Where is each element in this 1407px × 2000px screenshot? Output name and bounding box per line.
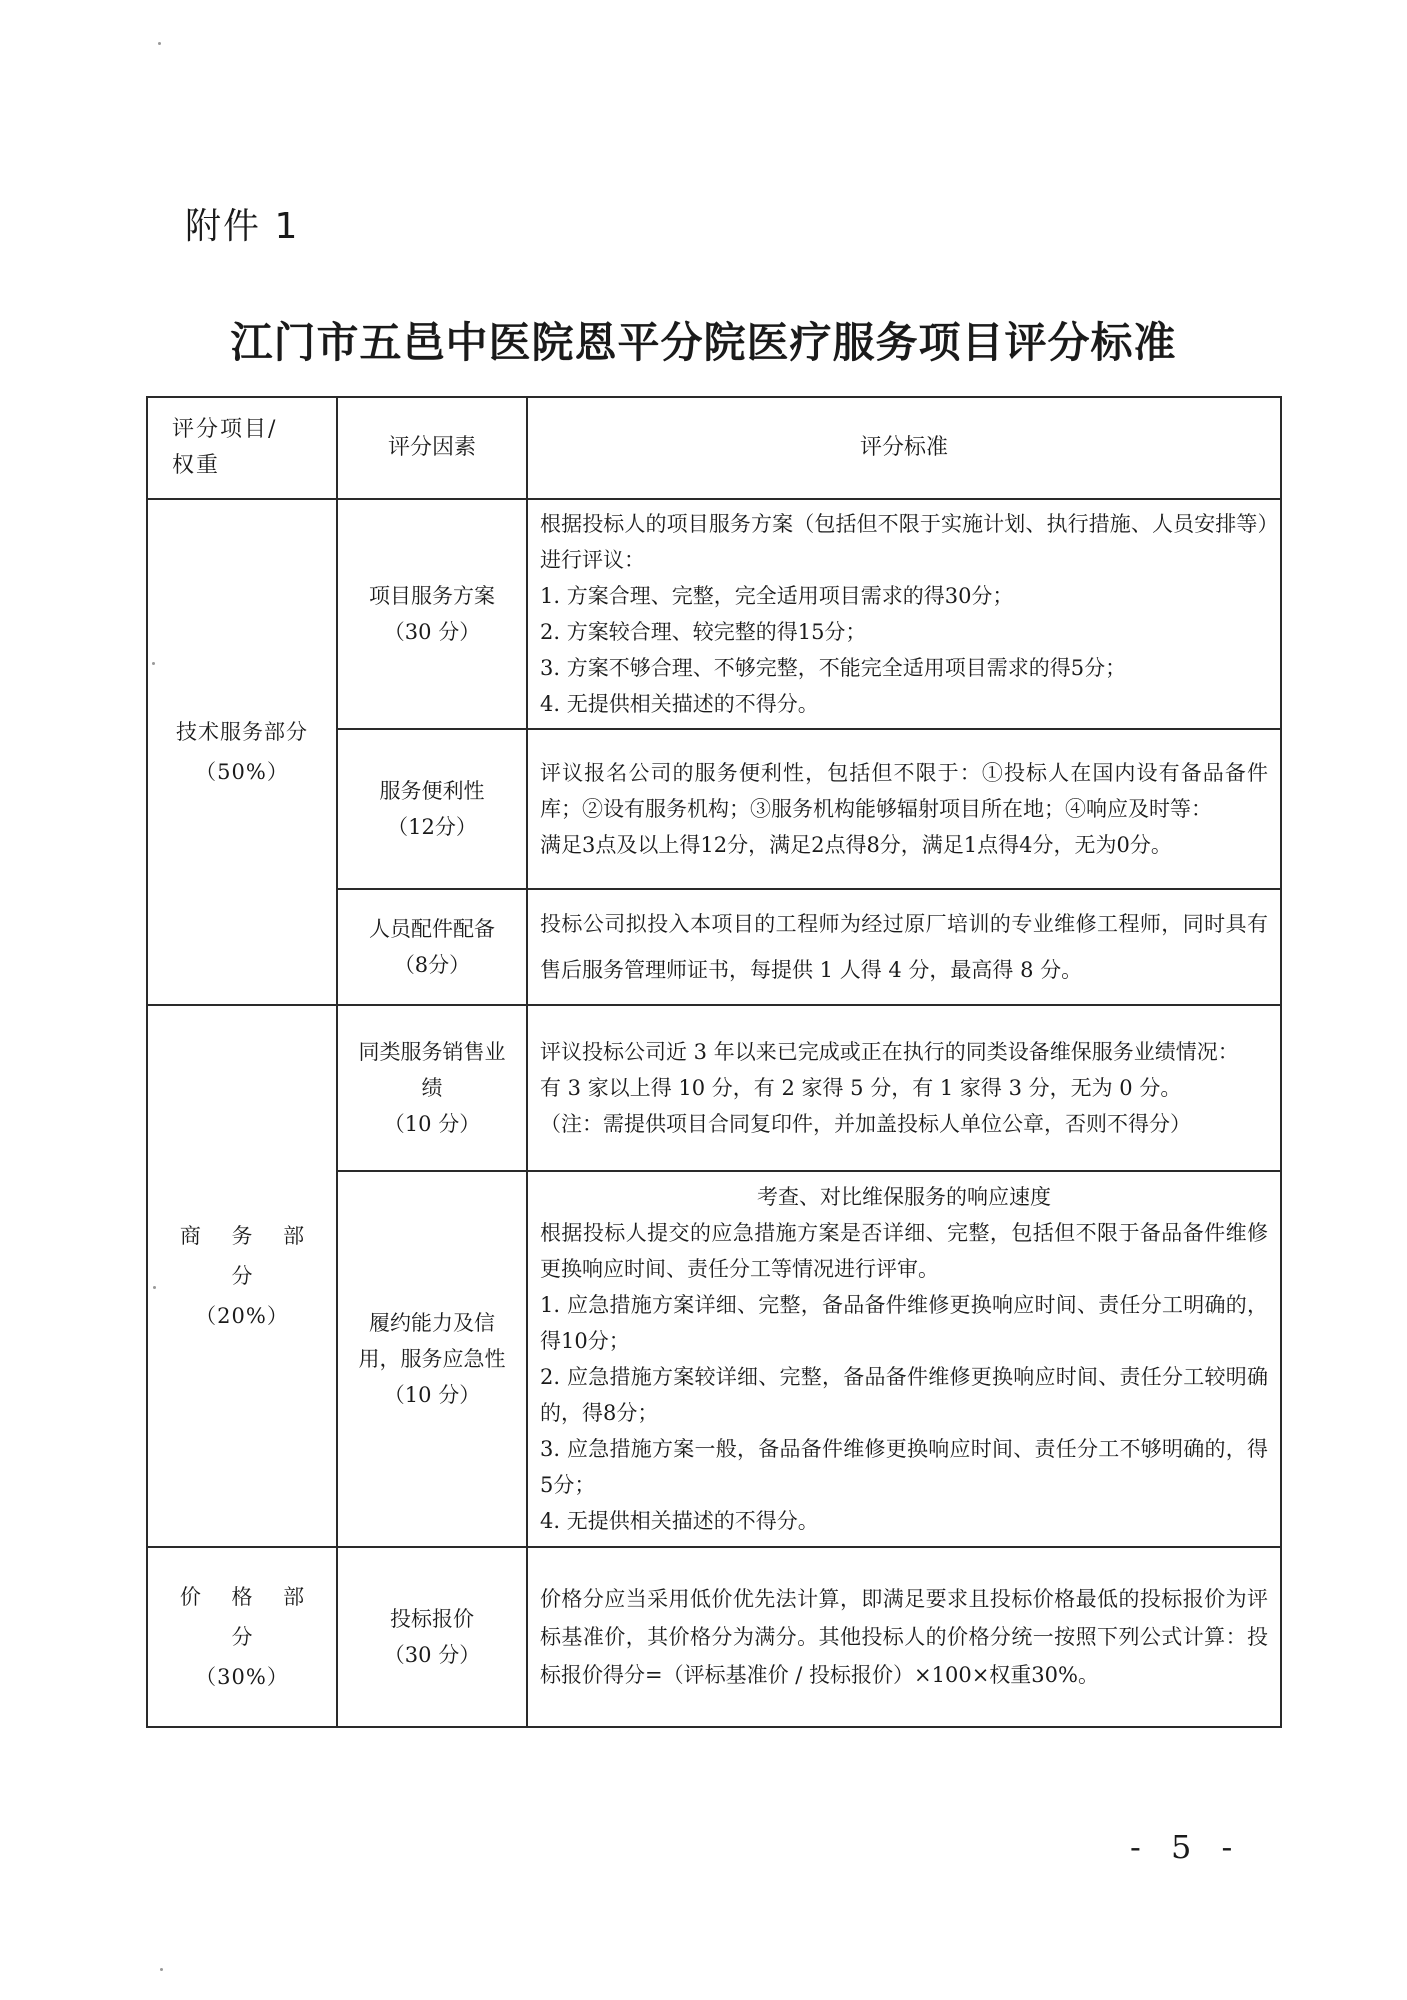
standard-line: 根据投标人提交的应急措施方案是否详细、完整，包括但不限于备品备件维修更换响应时间、责任分工等情况进行评审。 [540,1221,1268,1281]
category-cell-technical [147,499,337,1005]
category-cell-business [147,1005,337,1547]
factor-name: 服务便利性 [379,779,485,803]
scoring-table [146,396,1282,1728]
page-number: - 5 - [1130,1828,1243,1866]
standard-line: 2. 方案较合理、较完整的得15分； [540,620,867,644]
standard-line: 评议报名公司的服务便利性，包括但不限于：①投标人在国内设有备品备件库；②设有服务机构；③服务机构能够辐射项目所在地；④响应及时等： [540,761,1268,821]
standard-cell [527,499,1281,729]
factor-name: 项目服务方案 [369,584,495,608]
standard-line: 根据投标人的项目服务方案（包括但不限于实施计划、执行措施、人员安排等）进行评议： [540,512,1268,572]
header-item-weight [147,397,337,499]
factor-cell [337,1547,527,1727]
factor-name: 履约能力及信用，服务应急性 [358,1311,506,1371]
standard-line: 评议投标公司近 3 年以来已完成或正在执行的同类设备维保服务业绩情况： [540,1040,1239,1064]
document-title: 江门市五邑中医院恩平分院医疗服务项目评分标准 [230,318,1177,367]
standard-line: 满足3点及以上得12分，满足2点得8分，满足1点得4分，无为0分。 [540,833,1172,857]
standard-line: 1. 应急措施方案详细、完整，备品备件维修更换响应时间、责任分工明确的，得10分； [540,1293,1268,1353]
category-cell-price [147,1547,337,1727]
standard-line: （注：需提供项目合同复印件，并加盖投标人单位公章，否则不得分） [540,1112,1191,1136]
scan-speck [152,662,155,665]
standard-cell [527,1171,1281,1547]
factor-cell [337,1005,527,1171]
table-row [147,499,1281,729]
standard-line: 有 3 家以上得 10 分，有 2 家得 5 分，有 1 家得 3 分，无为 0 分。 [540,1076,1182,1100]
standard-line: 4. 无提供相关描述的不得分。 [540,1509,819,1533]
factor-points: （30 分） [383,1643,481,1667]
scan-speck [158,42,161,45]
table-header-row [147,397,1281,499]
standard-cell [527,729,1281,889]
factor-cell [337,729,527,889]
category-name: 技术服务部分 [176,720,308,744]
standard-line: 3. 应急措施方案一般，备品备件维修更换响应时间、责任分工不够明确的，得5分； [540,1437,1268,1497]
factor-points: （10 分） [383,1112,481,1136]
standard-cell [527,889,1281,1005]
factor-points: （8分） [393,953,471,977]
factor-points: （30 分） [383,620,481,644]
factor-cell [337,889,527,1005]
category-weight: （30%） [195,1665,289,1689]
category-name: 价 格 部 分 [179,1585,317,1649]
table-row [147,1005,1281,1171]
standard-line: 3. 方案不够合理、不够完整，不能完全适用项目需求的得5分； [540,656,1127,680]
category-weight: （50%） [195,760,289,784]
standard-line: 1. 方案合理、完整，完全适用项目需求的得30分； [540,584,1014,608]
category-weight: （20%） [195,1304,289,1328]
factor-cell [337,499,527,729]
standard-line: 价格分应当采用低价优先法计算，即满足要求且投标价格最低的投标报价为评标基准价，其价格分为满分。其他投标人的价格分统一按照下列公式计算：投标报价得分=（评标基准价 / 投标报价）×100×权重30%。 [540,1587,1268,1687]
header-standard: 评分标准 [527,397,1281,499]
factor-points: （10 分） [383,1383,481,1407]
scan-speck [160,1968,163,1971]
header-factor: 评分因素 [337,397,527,499]
factor-name: 同类服务销售业绩 [358,1040,506,1100]
standard-line: 4. 无提供相关描述的不得分。 [540,692,819,716]
scan-speck [153,1286,156,1289]
attachment-label: 附件 1 [185,206,300,247]
factor-name: 投标报价 [390,1607,474,1631]
factor-points: （12分） [387,815,477,839]
factor-cell [337,1171,527,1547]
standard-heading: 考查、对比维保服务的响应速度 [757,1185,1051,1209]
table-row [147,1547,1281,1727]
category-name: 商 务 部 分 [179,1224,317,1288]
standard-cell [527,1547,1281,1727]
factor-name: 人员配件配备 [369,917,495,941]
header-item-line2: 权重 [172,453,221,478]
standard-line: 投标公司拟投入本项目的工程师为经过原厂培训的专业维修工程师，同时具有售后服务管理师证书，每提供 1 人得 4 分，最高得 8 分。 [540,912,1268,982]
standard-line: 2. 应急措施方案较详细、完整，备品备件维修更换响应时间、责任分工较明确的，得8分； [540,1365,1268,1425]
standard-cell [527,1005,1281,1171]
header-item-line1: 评分项目/ [172,417,278,442]
